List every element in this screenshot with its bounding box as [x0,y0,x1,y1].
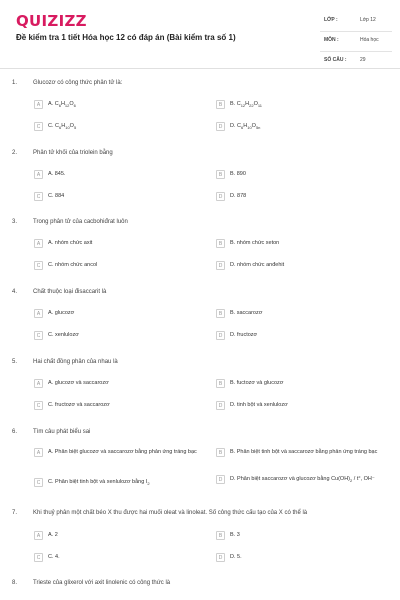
option-d[interactable] [216,401,384,410]
question-text: Trong phân tử của cacbohiđrat luôn [33,219,128,225]
option-text: D. $C_6H_{10}O_{5n}$ [230,123,261,131]
question-text: Hai chất đồng phân của nhau là [33,359,118,365]
header-divider [0,68,400,69]
question-number: 2. [12,150,18,156]
option-d[interactable] [216,122,384,132]
option-text: D. 878 [230,193,247,199]
option-a[interactable] [34,170,202,179]
question-text: Trieste của glixerol với axit linolenic có công thức là [33,580,171,586]
option-text: D. Phân biệt saccarozơ và glucozơ bằng $Cu(OH)_2 / t^\circ$, OH⁻ [230,476,375,484]
option-c[interactable] [34,553,202,562]
question-number: 1. [12,80,18,86]
meta-value: Lớp 12 [360,17,376,23]
option-text: A. nhóm chức axit [48,240,93,246]
question-text: Chất thuộc loại đisaccarit là [33,289,107,295]
option-letter: C [34,261,43,270]
meta-key: MÔN : [324,37,339,43]
option-text: A. Phân biệt glucozơ và saccarozơ bằng phản ứng tráng bạc [48,449,197,455]
option-letter: C [34,478,43,487]
option-b[interactable] [216,170,384,179]
option-text: C. fructozơ và saccarozơ [48,402,110,408]
option-letter: C [34,122,43,131]
option-letter: B [216,239,225,248]
option-letter: A [34,448,43,457]
option-d[interactable] [216,331,384,340]
option-c[interactable] [34,331,202,340]
option-a[interactable] [34,379,202,388]
option-b[interactable] [216,100,384,110]
option-c[interactable] [34,192,202,201]
option-letter: A [34,309,43,318]
option-text: D. 5. [230,554,242,560]
meta-key: SỐ CÂU : [324,57,347,63]
question-text: Phân tử khối của triolein bằng [33,150,113,156]
option-text: C. $C_6H_{10}O_5$ [48,123,77,131]
meta-row-class [320,12,392,32]
option-text: A. $C_6H_{12}O_6$ [48,101,76,109]
option-text: C. Phân biệt tinh bột và xenlulozơ bằng $I_2$ [48,479,150,487]
option-text: A. 2 [48,532,58,538]
question-number: 5. [12,359,18,365]
option-c[interactable] [34,401,202,410]
option-letter: A [34,239,43,248]
option-text: B. saccarozơ [230,310,263,316]
option-a[interactable] [34,239,202,248]
option-a[interactable] [34,100,202,110]
question-number: 6. [12,429,18,435]
option-text: D. tinh bột và xenlulozơ [230,402,288,408]
option-c[interactable] [34,122,202,132]
option-letter: D [216,475,225,484]
option-letter: C [34,401,43,410]
option-letter: A [34,100,43,109]
option-text: C. nhóm chức ancol [48,262,98,268]
meta-value: Hóa học [360,37,379,43]
option-text: B. Phân biệt tinh bột và saccarozơ bằng phản ứng tráng bạc [230,449,378,455]
page-header [0,0,400,70]
option-a[interactable] [34,531,202,540]
option-text: D. fructozơ [230,332,258,338]
option-letter: C [34,553,43,562]
question-number: 3. [12,219,18,225]
option-a[interactable] [34,309,202,318]
option-c[interactable] [34,261,202,270]
option-letter: D [216,192,225,201]
meta-row-count [320,52,392,72]
option-letter: A [34,531,43,540]
option-text: A. 845. [48,171,66,177]
meta-panel [320,12,392,72]
option-text: B. 890 [230,171,246,177]
question-text: Khi thuỷ phân một chất béo X thu được hai muối oleat và linoleat. Số công thức cấu tạo của X có thể là [33,510,308,516]
option-d[interactable] [216,553,384,562]
option-text: B. 3 [230,532,240,538]
option-letter: D [216,122,225,131]
option-letter: A [34,379,43,388]
option-letter: B [216,170,225,179]
option-b[interactable] [216,448,384,457]
option-text: A. glucozơ [48,310,75,316]
option-b[interactable] [216,309,384,318]
option-d[interactable] [216,261,384,270]
option-letter: D [216,331,225,340]
meta-value: 29 [360,57,366,63]
option-letter: B [216,100,225,109]
option-b[interactable] [216,239,384,248]
option-text: B. fuctozơ và glucozơ [230,380,284,386]
meta-row-subject [320,32,392,52]
option-d[interactable] [216,475,384,485]
option-text: D. nhóm chức anđehit [230,262,285,268]
option-a[interactable] [34,448,202,457]
option-text: C. xenlulozơ [48,332,79,338]
question-number: 8. [12,580,18,586]
option-letter: D [216,553,225,562]
question-number: 4. [12,289,18,295]
option-text: C. 4. [48,554,60,560]
option-letter: D [216,261,225,270]
option-text: C. 884 [48,193,65,199]
quizizz-logo: QUIZIZZ [16,12,87,30]
option-text: B. nhóm chức xeton [230,240,280,246]
option-d[interactable] [216,192,384,201]
option-letter: B [216,531,225,540]
option-c[interactable] [34,478,202,488]
option-text: A. glucozơ và saccarozơ [48,380,109,386]
question-text: Tìm câu phát biểu sai [33,429,91,435]
option-letter: B [216,448,225,457]
option-letter: C [34,331,43,340]
option-letter: A [34,170,43,179]
option-text: B. $C_{12}H_{22}O_{11}$ [230,101,263,109]
document-title: Đề kiểm tra 1 tiết Hóa học 12 có đáp án (Bài kiểm tra số 1) [16,33,236,42]
option-letter: B [216,309,225,318]
option-letter: B [216,379,225,388]
question-number: 7. [12,510,18,516]
question-text: Glucozơ có công thức phân tử là: [33,80,123,86]
option-letter: D [216,401,225,410]
option-letter: C [34,192,43,201]
option-b[interactable] [216,531,384,540]
meta-key: LỚP : [324,17,338,23]
option-b[interactable] [216,379,384,388]
